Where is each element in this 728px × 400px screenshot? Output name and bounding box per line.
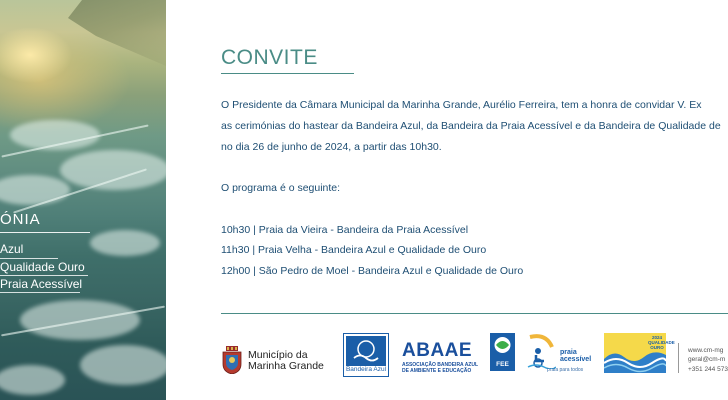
cover-title-rule [0, 232, 90, 233]
invitation-text-line: as cerimónias do hastear da Bandeira Azul, da Bandeira da Praia Acessível e da Bandeira de Qualidade de [221, 120, 721, 132]
wave-foam [0, 365, 65, 395]
fee-emblem-icon [490, 333, 515, 361]
qualidade-ouro-word: QUALIDADE [648, 340, 675, 345]
qualidade-ouro-gold: OURO [650, 345, 664, 350]
abaae-logo-text: ABAAE [402, 340, 473, 361]
mountain-silhouette [40, 0, 166, 90]
program-intro: O programa é o seguinte: [221, 182, 341, 194]
wave-foam [0, 175, 70, 205]
footer-divider [221, 313, 728, 314]
title-underline [221, 73, 354, 74]
program-item: 10h30 | Praia da Vieira - Bandeira da Praia Acessível [221, 224, 469, 236]
praia-acessivel-line1: praia [560, 349, 577, 356]
cover-item-azul: Azul [0, 242, 24, 256]
municipio-crest-icon [221, 346, 243, 374]
cover-item-rule [0, 292, 80, 293]
qualidade-ouro-year: 2024 [651, 335, 662, 340]
cover-item-acessivel: Praia Acessível [0, 277, 83, 291]
contact-phone: +351 244 573 [688, 366, 728, 373]
contact-email[interactable]: geral@cm-m [688, 356, 726, 363]
cover-item-rule [0, 275, 88, 276]
abaae-subtitle: DE AMBIENTE E EDUCAÇÃO [402, 368, 472, 374]
municipio-line2: Marinha Grande [248, 360, 324, 372]
wave-foam [80, 345, 166, 385]
praia-acessivel-line2: acessível [560, 356, 592, 363]
municipio-line1: Município da [248, 349, 308, 361]
praia-acessivel-tagline: praia para todos [547, 367, 584, 373]
invitation-text-line: no dia 26 de junho de 2024, a partir das 10h30. [221, 141, 442, 153]
contact-website[interactable]: www.cm-mg [688, 347, 724, 354]
fee-label: FEE [496, 361, 509, 368]
municipio-name [248, 350, 324, 372]
program-item: 12h00 | São Pedro de Moel - Bandeira Azul e Qualidade de Ouro [221, 265, 524, 277]
cover-item-rule [0, 258, 58, 259]
praia-acessivel-icon [526, 333, 556, 369]
bandeira-azul-label: Bandeira Azul [345, 366, 387, 373]
qualidade-ouro-label [648, 335, 675, 350]
bandeira-azul-wave-icon [346, 336, 386, 366]
invitation-text-line: O Presidente da Câmara Municipal da Marinha Grande, Aurélio Ferreira, tem a honra de convidar V. Ex [221, 99, 702, 111]
cover-item-qualidade: Qualidade Ouro [0, 260, 85, 274]
wave-foam [90, 230, 160, 256]
bandeira-azul-flag [346, 336, 386, 366]
page-title: CONVITE [221, 46, 318, 69]
cover-title: ÓNIA [0, 211, 41, 228]
footer-separator [678, 343, 679, 373]
cover-photo-panel [0, 0, 166, 400]
wave-foam [60, 150, 166, 190]
abaae-subtitle: ASSOCIAÇÃO BANDEIRA AZUL [402, 362, 479, 368]
program-item: 11h30 | Praia Velha - Bandeira Azul e Qualidade de Ouro [221, 244, 487, 256]
